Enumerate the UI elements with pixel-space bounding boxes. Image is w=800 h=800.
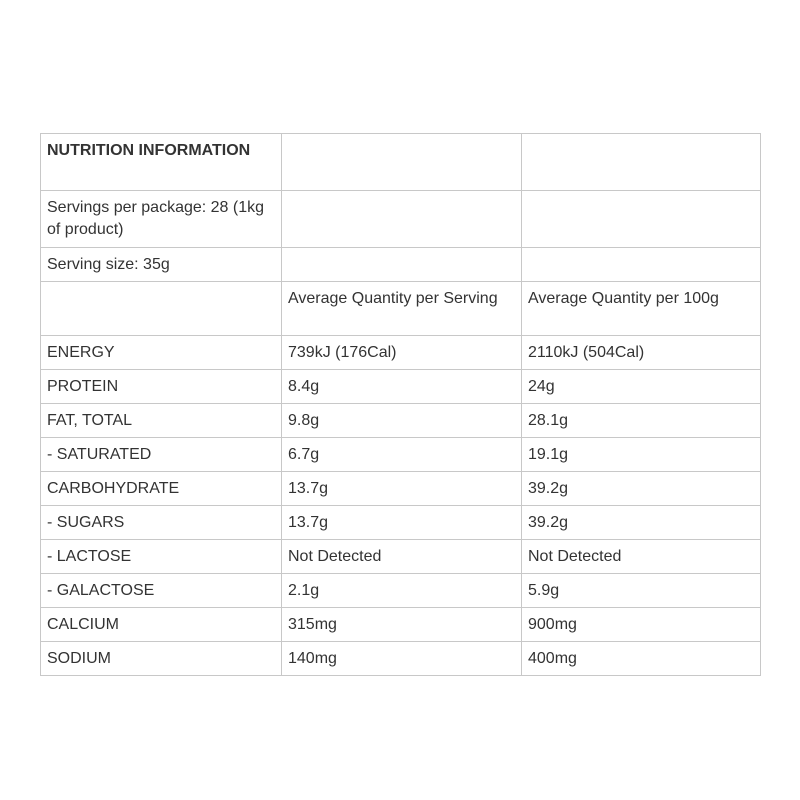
nutrient-name: - GALACTOSE (41, 574, 282, 608)
per-100g-value: 24g (522, 370, 761, 404)
serving-size-row (41, 248, 761, 282)
empty-cell (282, 191, 522, 248)
servings-per-package: Servings per package: 28 (1kg of product) (41, 191, 282, 248)
per-100g-value: 39.2g (522, 472, 761, 506)
nutrient-name: CALCIUM (41, 608, 282, 642)
empty-cell (41, 282, 282, 336)
table-row (41, 642, 761, 676)
per-100g-value: 19.1g (522, 438, 761, 472)
table-title: NUTRITION INFORMATION (47, 142, 251, 159)
table-row (41, 404, 761, 438)
table-row (41, 438, 761, 472)
per-serving-value: 739kJ (176Cal) (282, 336, 522, 370)
per-100g-value: 5.9g (522, 574, 761, 608)
title-row (41, 134, 761, 191)
column-header-row (41, 282, 761, 336)
nutrient-name: SODIUM (41, 642, 282, 676)
nutrient-name: - LACTOSE (41, 540, 282, 574)
per-serving-value: 13.7g (282, 506, 522, 540)
serving-size: Serving size: 35g (41, 248, 282, 282)
table-row (41, 608, 761, 642)
per-100g-value: 2110kJ (504Cal) (522, 336, 761, 370)
per-serving-value: 140mg (282, 642, 522, 676)
table-row (41, 472, 761, 506)
per-serving-value: 9.8g (282, 404, 522, 438)
per-100g-value: Not Detected (522, 540, 761, 574)
empty-cell (522, 248, 761, 282)
empty-cell (282, 248, 522, 282)
nutrition-table (40, 133, 761, 676)
per-100g-value: 39.2g (522, 506, 761, 540)
nutrient-name: - SATURATED (41, 438, 282, 472)
column-header-per-serving: Average Quantity per Serving (282, 282, 522, 336)
empty-cell (522, 134, 761, 191)
table-row (41, 370, 761, 404)
per-serving-value: 2.1g (282, 574, 522, 608)
table-row (41, 506, 761, 540)
nutrient-name: ENERGY (41, 336, 282, 370)
empty-cell (282, 134, 522, 191)
column-header-per-100g: Average Quantity per 100g (522, 282, 761, 336)
servings-row (41, 191, 761, 248)
per-serving-value: 6.7g (282, 438, 522, 472)
empty-cell (522, 191, 761, 248)
per-100g-value: 900mg (522, 608, 761, 642)
per-serving-value: 315mg (282, 608, 522, 642)
per-serving-value: 8.4g (282, 370, 522, 404)
title-cell (41, 134, 282, 191)
per-100g-value: 400mg (522, 642, 761, 676)
per-serving-value: Not Detected (282, 540, 522, 574)
table-row (41, 336, 761, 370)
table-row (41, 574, 761, 608)
nutrient-name: CARBOHYDRATE (41, 472, 282, 506)
per-100g-value: 28.1g (522, 404, 761, 438)
per-serving-value: 13.7g (282, 472, 522, 506)
table-row (41, 540, 761, 574)
nutrient-name: - SUGARS (41, 506, 282, 540)
nutrient-name: PROTEIN (41, 370, 282, 404)
nutrient-name: FAT, TOTAL (41, 404, 282, 438)
